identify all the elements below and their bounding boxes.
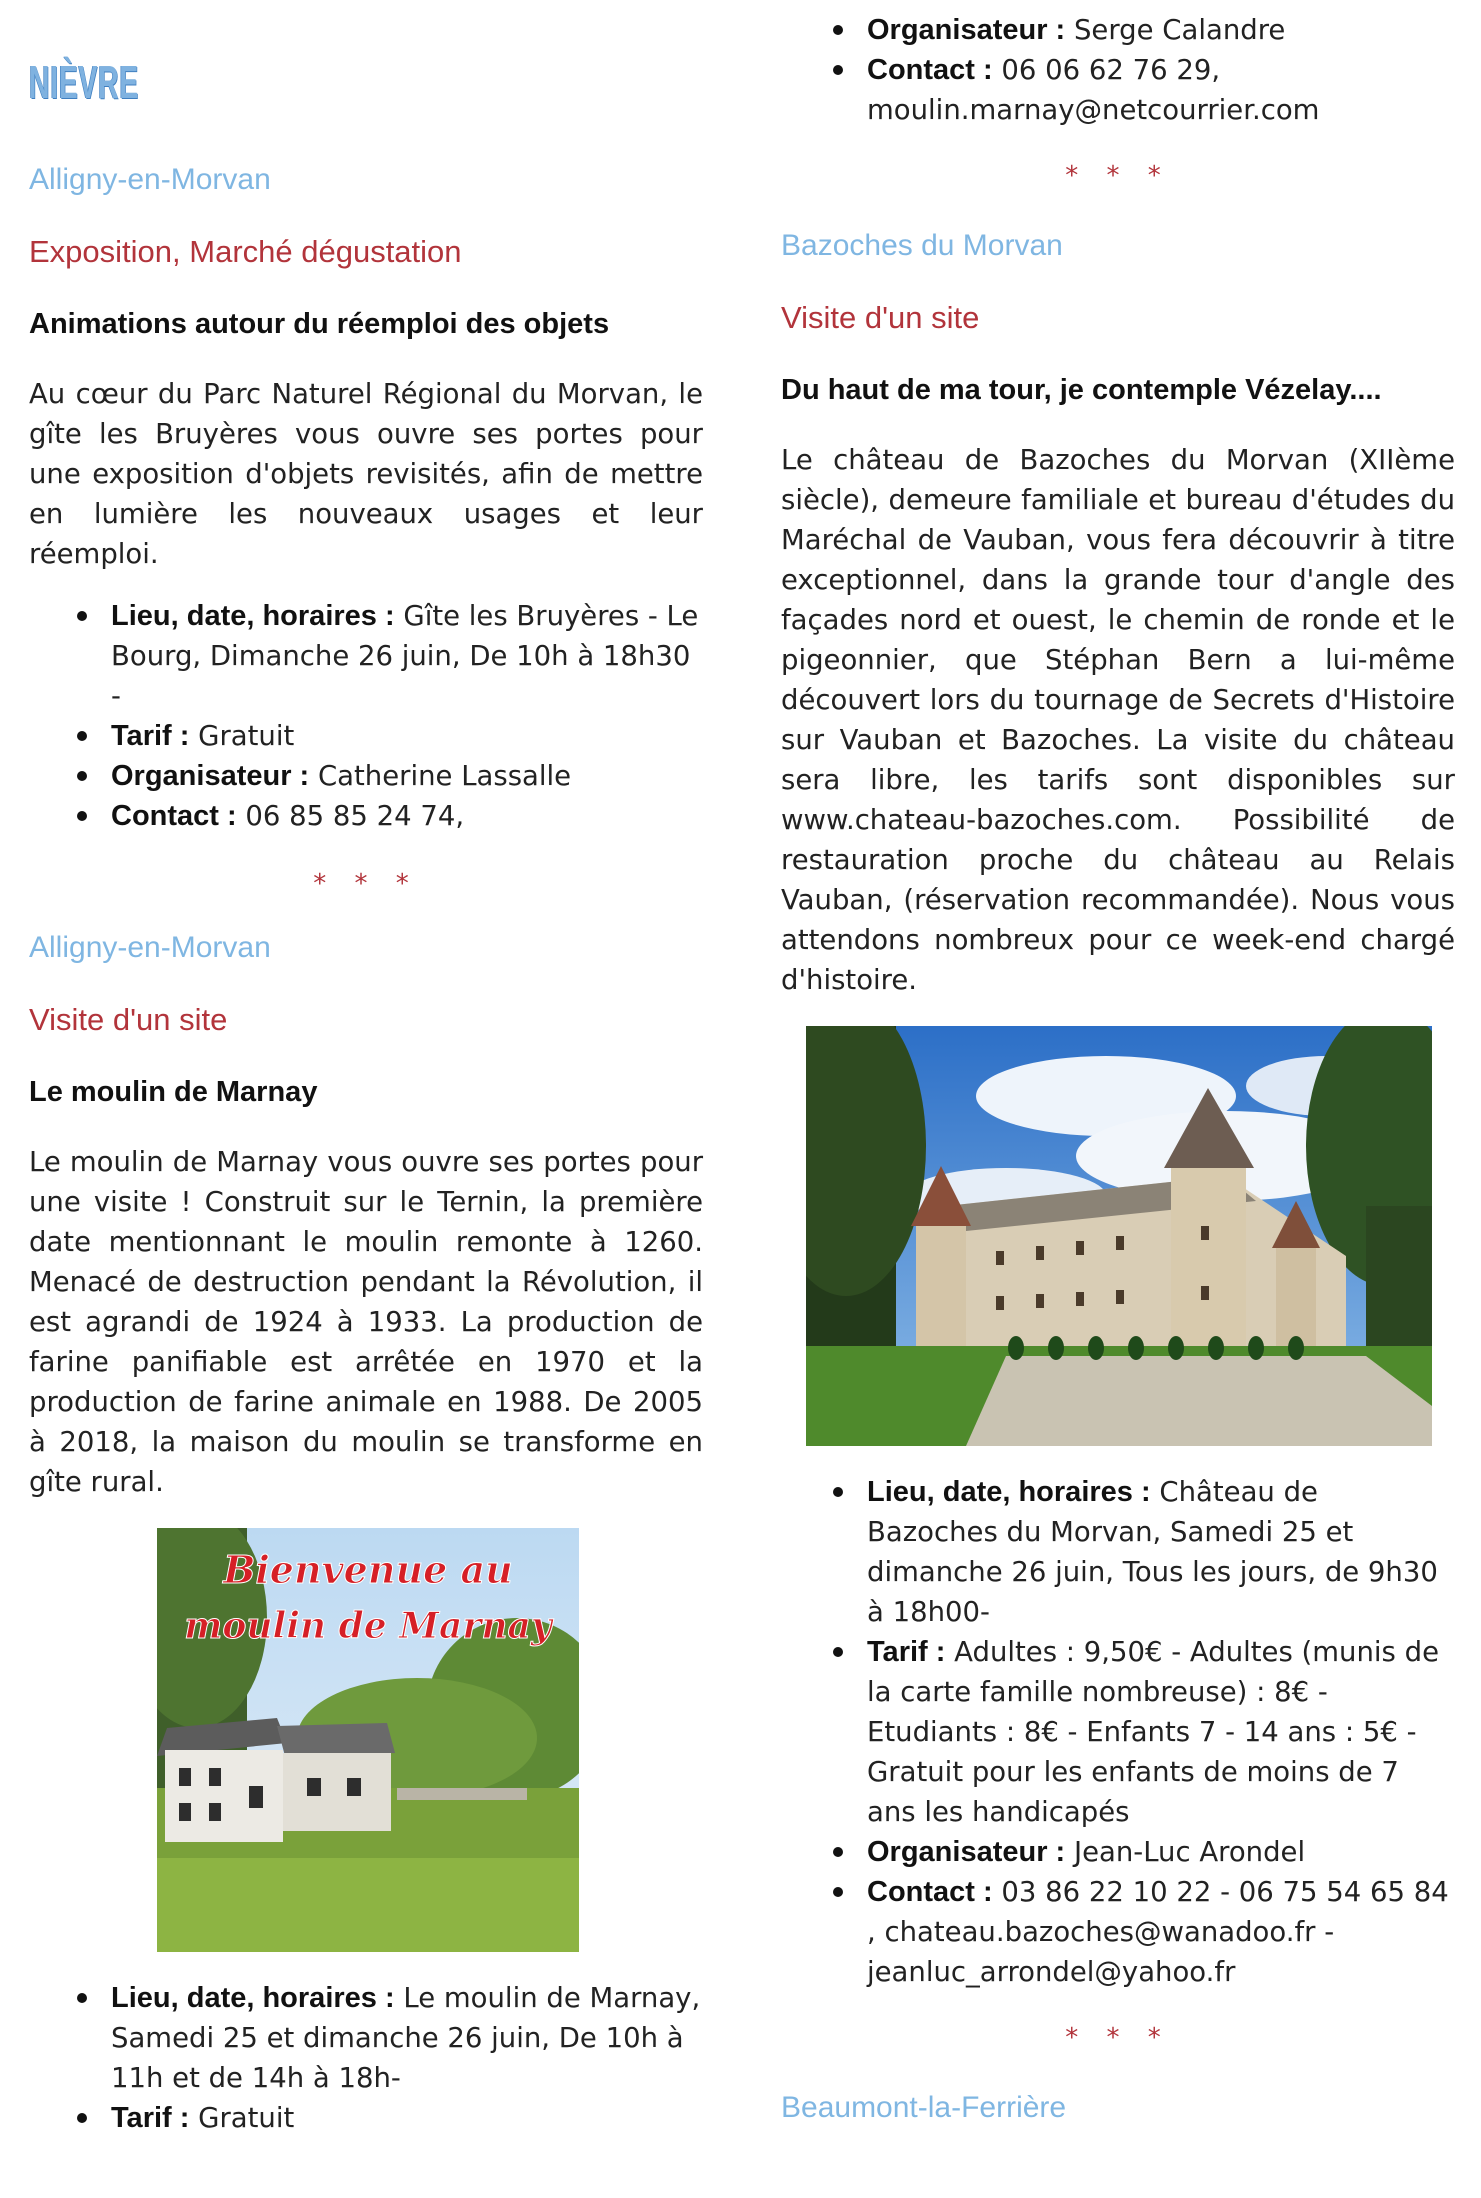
info-label: Contact : — [111, 800, 237, 832]
info-value: 06 06 62 76 29, moulin.marnay@netcourrier.com — [867, 54, 1320, 126]
info-item — [867, 50, 1455, 130]
photo-caption-line2: moulin de Marnay — [184, 1605, 552, 1647]
info-value: Catherine Lassalle — [317, 760, 572, 792]
info-label: Lieu, date, horaires : — [111, 600, 395, 632]
info-label: Organisateur : — [867, 14, 1066, 46]
separator: * * * — [1065, 161, 1171, 191]
info-item — [867, 1872, 1455, 1992]
info-value: Château de Bazoches du Morvan, Samedi 25 et dimanche 26 juin, Tous les jours, de 9h30 à 18h00- — [867, 1476, 1438, 1628]
info-label: Tarif : — [111, 720, 190, 752]
separator: * * * — [1065, 2023, 1171, 2053]
mill-illustration — [157, 1528, 579, 1952]
info-item — [111, 796, 703, 836]
info-label: Organisateur : — [111, 760, 310, 792]
event-info-list — [781, 1472, 1455, 1992]
mill-photo — [157, 1528, 579, 1952]
info-value: 03 86 22 10 22 - 06 75 54 65 84 , chateau.bazoches@wanadoo.fr - jeanluc_arrondel@yahoo.fr — [867, 1876, 1449, 1988]
info-label: Lieu, date, horaires : — [111, 1982, 395, 2014]
info-label: Organisateur : — [867, 1836, 1066, 1868]
event-description: Au cœur du Parc Naturel Régional du Morvan, le gîte les Bruyères vous ouvre ses portes pour une exposition d'objets revisités, afin de mettre en lumière les nouveaux usages et leur réemploi. — [29, 378, 703, 570]
info-item — [111, 756, 703, 796]
info-item — [867, 1472, 1455, 1632]
info-label: Tarif : — [111, 2102, 190, 2134]
left-column — [29, 0, 703, 2138]
info-label: Contact : — [867, 54, 993, 86]
separator: * * * — [313, 869, 419, 899]
info-value: Gîte les Bruyères - Le Bourg, Dimanche 26 juin, De 10h à 18h30 - — [111, 600, 699, 712]
info-item — [867, 10, 1455, 50]
department-heading: NIÈVRE — [29, 56, 139, 108]
info-item — [111, 716, 703, 756]
info-value: Serge Calandre — [1073, 14, 1286, 46]
chateau-illustration — [806, 1026, 1432, 1446]
info-item — [111, 1978, 703, 2098]
event-town: Alligny-en-Morvan — [29, 931, 271, 964]
event-town: Beaumont-la-Ferrière — [781, 2091, 1067, 2124]
photo-caption-line1: Bienvenue au — [223, 1547, 513, 1592]
info-value: Gratuit — [198, 720, 295, 752]
info-value: Le moulin de Marnay, Samedi 25 et dimanche 26 juin, De 10h à 11h et de 14h à 18h- — [111, 1982, 701, 2094]
event-info-list — [29, 1978, 703, 2138]
info-item — [111, 2098, 703, 2138]
event-info-list — [781, 10, 1455, 130]
info-label: Contact : — [867, 1876, 993, 1908]
info-item — [111, 596, 703, 716]
info-label: Lieu, date, horaires : — [867, 1476, 1151, 1508]
info-label: Tarif : — [867, 1636, 946, 1668]
event-info-list — [29, 596, 703, 836]
event-title: Du haut de ma tour, je contemple Vézelay.... — [781, 374, 1382, 406]
event-description: Le château de Bazoches du Morvan (XIIème siècle), demeure familiale et bureau d'études du Maréchal de Vauban, vous fera découvrir à titre exceptionnel, dans la grande tour d'angle des façades nord et ouest, le chemin de ronde et le pigeonnier, que Stéphan Bern a lui-même découvert lors du tournage de Secrets d'Histoire sur Vauban et Bazoches. La visite du château sera libre, les tarifs sont disponibles sur www.chateau-bazoches.com. Possibilité de restauration proche du château au Relais Vauban, (réservation recommandée). Nous vous attendons nombreux pour ce week-end chargé d'histoire. — [781, 444, 1455, 996]
right-column — [781, 0, 1455, 2128]
event-description: Le moulin de Marnay vous ouvre ses portes pour une visite ! Construit sur le Ternin, la première date mentionnant le moulin remonte à 1260. Menacé de destruction pendant la Révolution, il est agrandi de 1924 à 1933. La production de farine panifiable est arrêtée en 1970 et la production de farine animale en 1988. De 2005 à 2018, la maison du moulin se transforme en gîte rural. — [29, 1146, 703, 1498]
info-item — [867, 1632, 1455, 1832]
event-type: Exposition, Marché dégustation — [29, 234, 462, 269]
event-type: Visite d'un site — [29, 1002, 228, 1037]
event-type: Visite d'un site — [781, 300, 980, 335]
event-town: Bazoches du Morvan — [781, 229, 1063, 262]
event-town: Alligny-en-Morvan — [29, 163, 271, 196]
info-value: Jean-Luc Arondel — [1073, 1836, 1306, 1868]
info-item — [867, 1832, 1455, 1872]
info-value: 06 85 85 24 74, — [245, 800, 465, 832]
chateau-photo — [806, 1026, 1432, 1446]
event-title: Animations autour du réemploi des objets — [29, 308, 610, 340]
info-value: Adultes : 9,50€ - Adultes (munis de la carte famille nombreuse) : 8€ - Etudiants : 8€ - Enfants 7 - 14 ans : 5€ - Gratuit pour les enfants de moins de 7 ans les handicapés — [867, 1636, 1440, 1828]
event-title: Le moulin de Marnay — [29, 1076, 318, 1108]
info-value: Gratuit — [198, 2102, 295, 2134]
